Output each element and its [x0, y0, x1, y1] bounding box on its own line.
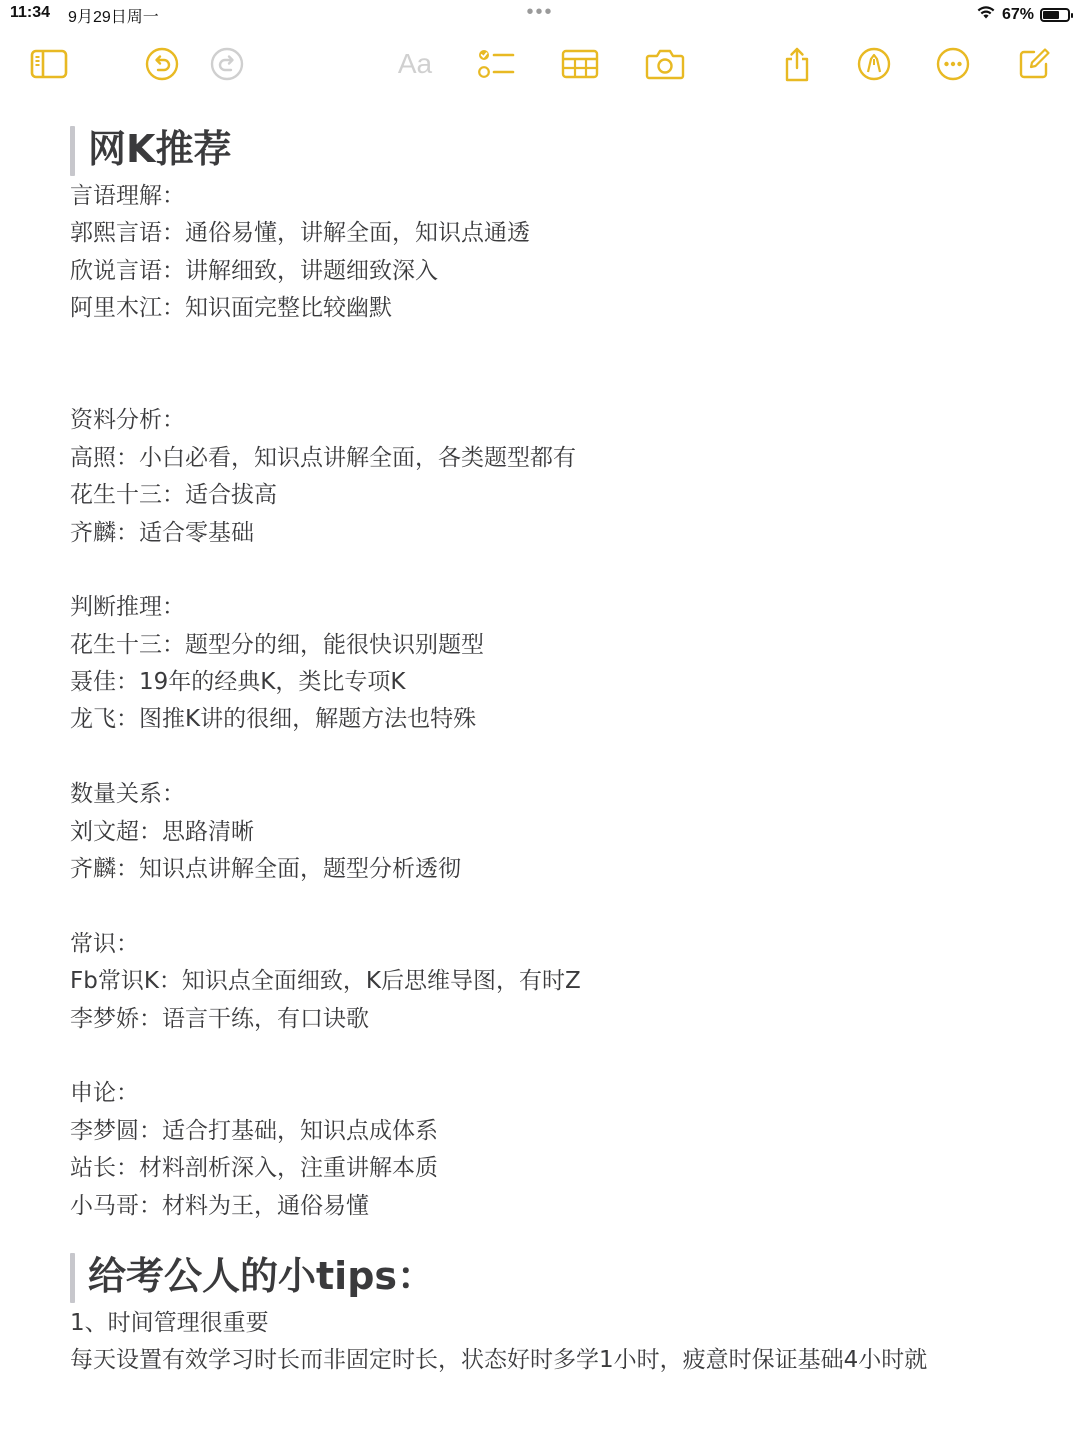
tips-heading: 给考公人的小tips： [70, 1247, 1020, 1305]
recommendation-line: 刘文超：思路清晰 [70, 818, 254, 845]
share-button[interactable] [775, 40, 819, 88]
section-header: 判断推理： [70, 594, 185, 621]
redo-icon [210, 47, 244, 81]
camera-button[interactable] [643, 40, 687, 88]
status-date: 9月29日周一 [68, 9, 159, 26]
blank-line [70, 552, 1020, 589]
recommendation-line: 高照：小白必看，知识点讲解全面，各类题型都有 [70, 444, 576, 471]
tip-line: 1、时间管理很重要 [70, 1309, 269, 1336]
status-bar [0, 0, 1080, 28]
section-header: 言语理解： [70, 183, 185, 209]
recommendation-line: 李梦圆：适合打基础，知识点成体系 [70, 1117, 438, 1144]
recommendation-line: 聂佳：19年的经典K，类比专项K [70, 669, 406, 696]
compose-button[interactable] [1012, 40, 1056, 88]
blank-line [70, 739, 1020, 776]
checklist-button[interactable] [474, 40, 518, 88]
checklist-icon [477, 47, 515, 81]
recommendation-line: 龙飞：图推K讲的很细，解题方法也特殊 [70, 706, 477, 733]
undo-button[interactable] [140, 40, 184, 88]
recommendation-line: 花生十三：题型分的细，能很快识别题型 [70, 631, 484, 658]
recommendation-line: 小马哥：材料为王，通俗易懂 [70, 1192, 369, 1219]
section-gap [70, 1225, 1020, 1247]
note-title: 网K推荐 [70, 120, 1020, 178]
share-icon [782, 46, 812, 82]
ellipsis-circle-icon [936, 47, 970, 81]
markup-button[interactable] [852, 40, 896, 88]
blank-line [70, 365, 1020, 402]
table-button[interactable] [558, 40, 602, 88]
recommendation-line: 齐麟：适合零基础 [70, 519, 254, 546]
multitasking-dots[interactable]: ••• [526, 1, 554, 23]
status-left [10, 4, 159, 27]
note-body[interactable] [70, 120, 1020, 1380]
section-header: 资料分析： [70, 407, 185, 434]
camera-icon [645, 48, 685, 80]
sidebar-toggle-button[interactable] [27, 40, 71, 88]
recommendation-line: 站长：材料剖析深入，注重讲解本质 [70, 1155, 438, 1182]
more-options-button[interactable] [931, 40, 975, 88]
toolbar [0, 40, 1080, 90]
battery-percent: 67% [1001, 5, 1034, 23]
undo-icon [145, 47, 179, 81]
recommendation-line: Fb常识K：知识点全面细致，K后思维导图，有时Z [70, 968, 581, 995]
section-header: 常识： [70, 930, 139, 957]
text-format-label: Aa [397, 48, 433, 79]
recommendation-line: 郭熙言语：通俗易懂，讲解全面，知识点通透 [70, 220, 530, 247]
text-format-button[interactable] [390, 40, 440, 88]
section-header: 申论： [70, 1080, 139, 1107]
blank-line [70, 1038, 1020, 1075]
compose-icon [1017, 47, 1051, 81]
status-time: 11:34 [10, 4, 51, 21]
status-right [976, 4, 1070, 25]
recommendation-line: 欣说言语：讲解细致，讲题细致深入 [70, 257, 438, 284]
battery-icon [1040, 8, 1070, 22]
sidebar-icon [30, 49, 68, 79]
table-icon [561, 49, 599, 79]
recommendation-line: 花生十三：适合拔高 [70, 482, 277, 509]
recommendation-line: 阿里木江：知识面完整比较幽默 [70, 295, 392, 322]
recommendation-line: 李梦娇：语言干练，有口诀歌 [70, 1005, 369, 1032]
wifi-icon [976, 4, 996, 25]
pen-tip-icon [857, 47, 891, 81]
battery-fill [1043, 11, 1059, 19]
redo-button[interactable] [205, 40, 249, 88]
section-header: 数量关系： [70, 781, 185, 808]
blank-line [70, 328, 1020, 365]
recommendation-line: 齐麟：知识点讲解全面，题型分析透彻 [70, 856, 461, 883]
tip-line: 每天设置有效学习时长而非固定时长，状态好时多学1小时，疲意时保证基础4小时就 [70, 1347, 928, 1374]
blank-line [70, 888, 1020, 925]
